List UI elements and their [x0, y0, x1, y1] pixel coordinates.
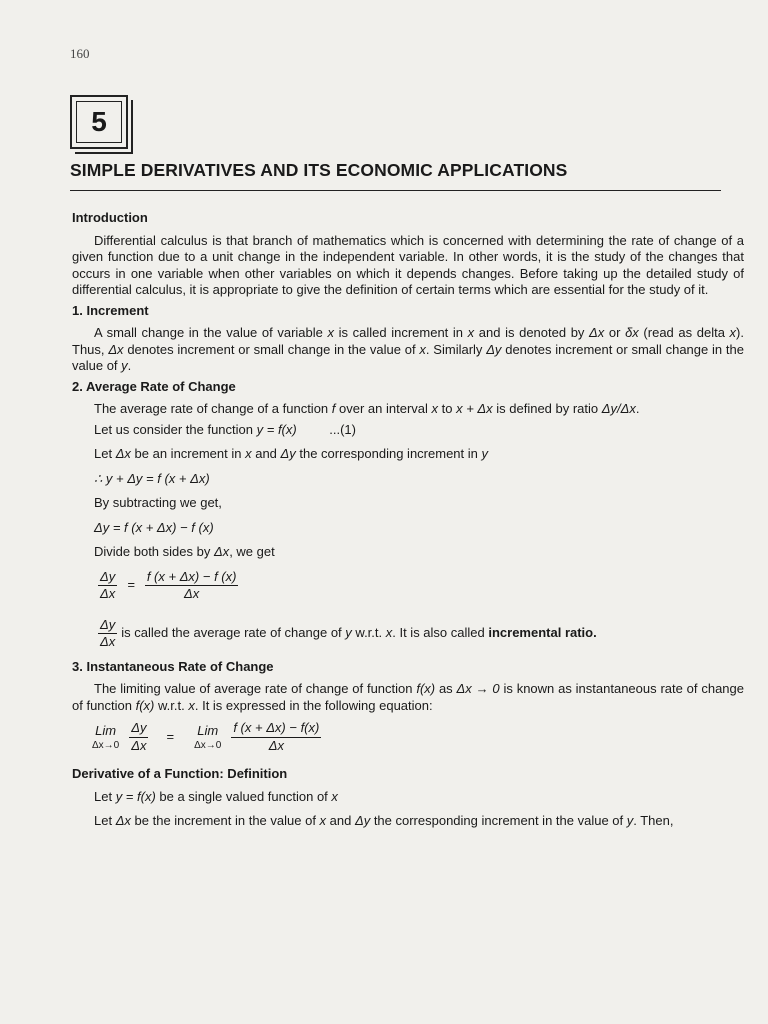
fraction-rhs: $\frac{f (x + \Delta x) - f (x)}{\Delta x}$	[146, 568, 237, 601]
equation-2: ∴ y + Δy = f (x + Δx)	[94, 470, 210, 486]
function-statement: Let us consider the function y = f(x) ...(1)	[94, 421, 356, 437]
limit-formula: Lim Δx→0 $\frac{\Delta y}{\Delta x}$ = Lim Δx→0 $\frac{f (x + \Delta x) - f(x)}{\Delta x}$	[92, 720, 320, 753]
divide-statement: Divide both sides by Δx, we get	[94, 544, 275, 559]
chapter-number-box	[70, 95, 128, 149]
introduction-text: Differential calculus is that branch of mathematics which is concerned with determining the rate of change of a given function due to a unit change in the independent variable. In other words, it is the study of the changes that occurs in one variable when other variables on which it depends changes. Before taking up the detailed study of differential calculus, it is appropriate to give the definition of certain terms which are essential for the study of it.	[72, 232, 744, 297]
fraction-dy-dx: $\frac{\Delta y}{\Delta x}$	[100, 568, 116, 601]
increment-heading: 1. Increment	[72, 302, 149, 318]
average-rate-formula: $\frac{\Delta y}{\Delta x}$ = $\frac{f (x + \Delta x) - f (x)}{\Delta x}$	[100, 568, 237, 601]
derivative-heading: Derivative of a Function: Definition	[72, 766, 288, 781]
chapter-number: 5	[76, 101, 122, 143]
equation-3: Δy = f (x + Δx) − f (x)	[94, 519, 214, 535]
page-content	[72, 210, 744, 834]
increment-statement: Let Δx be an increment in x and Δy the corresponding increment in y	[94, 446, 488, 461]
incremental-ratio-statement: $\frac{\Delta y}{\Delta x}$ is called the average rate of change of y w.r.t. x. It is also called incremental ratio.	[100, 616, 597, 649]
title-divider	[70, 190, 721, 191]
instantaneous-text: The limiting value of average rate of change of function f(x) as Δx → 0 is known as instantaneous rate of change of function f(x) w.r.t. x. It is expressed in the following equation:	[72, 681, 744, 713]
instantaneous-heading: 3. Instantaneous Rate of Change	[72, 658, 274, 674]
average-rate-text: The average rate of change of a function f over an interval x to x + Δx is defined by ratio Δy/Δx.	[94, 401, 640, 416]
page-number: 160	[70, 46, 90, 61]
average-rate-heading: 2. Average Rate of Change	[72, 378, 236, 394]
derivative-line-2: Let Δx be the increment in the value of x and Δy the corresponding increment in the value of y. Then,	[94, 813, 674, 828]
introduction-heading: Introduction	[72, 210, 148, 225]
chapter-title: SIMPLE DERIVATIVES AND ITS ECONOMIC APPLICATIONS	[70, 160, 568, 180]
subtract-statement: By subtracting we get,	[94, 495, 222, 510]
increment-text: A small change in the value of variable x is called increment in x and is denoted by Δx or δx (read as delta x). Thus, Δx denotes increment or small change in the value of x. Similarly Δy denotes increment or small change in the value of y.	[72, 325, 745, 373]
derivative-line-1: Let y = f(x) be a single valued function of x	[94, 788, 338, 804]
